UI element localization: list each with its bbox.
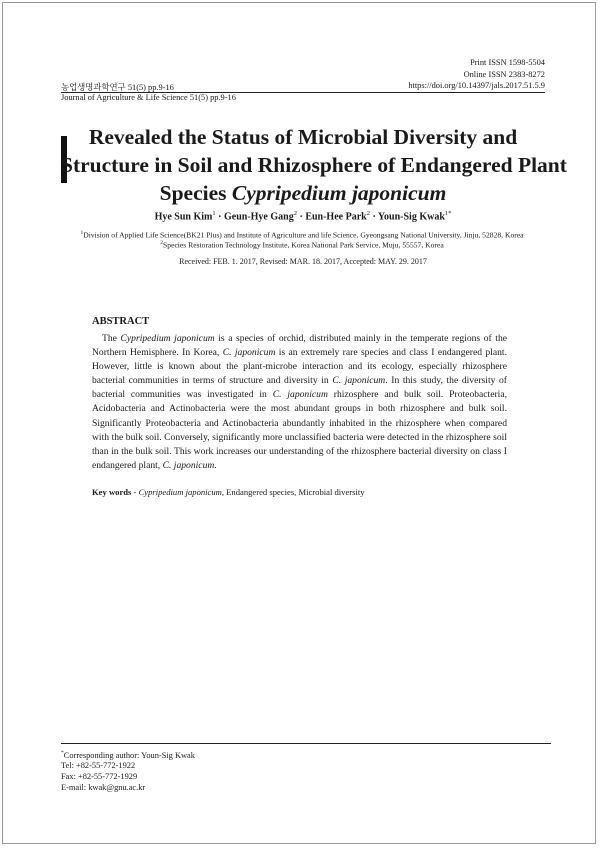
journal-english-citation: Journal of Agriculture & Life Science 51(5) pp.9-16: [61, 93, 236, 102]
doi-link[interactable]: https://doi.org/10.14397/jals.2017.51.5.9: [408, 81, 545, 90]
abstract-heading: ABSTRACT: [92, 316, 150, 327]
footnote-email[interactable]: E-mail: kwak@gnu.ac.kr: [61, 782, 146, 792]
paper-title: [61, 123, 567, 207]
submission-dates: Received: FEB. 1. 2017, Revised: MAR. 18. 2017, Accepted: MAY. 29. 2017: [179, 257, 427, 266]
author-separator: ·: [215, 211, 224, 223]
footnote-divider: [61, 743, 551, 744]
title-line-1: Revealed the Status of Microbial Diversity and: [88, 125, 518, 149]
corresponding-author-footnote: [61, 748, 195, 793]
affiliation-text: Species Restoration Technology Institute, Korea National Park Service, Muju, 55557, Korea: [163, 240, 444, 250]
issn-block: [464, 57, 545, 80]
corresponding-author: [61, 748, 195, 761]
title-line-3-prefix: Species: [159, 181, 232, 205]
author-name: Youn-Sig Kwak: [377, 211, 445, 223]
affiliation-2: [52, 240, 552, 250]
abstract-species-name: C. japonicum: [332, 375, 386, 387]
keyword-species: Cypripedium japonicum,: [138, 487, 225, 497]
author-affiliation-mark: 1*: [444, 210, 452, 217]
affiliation-mark: 1: [80, 230, 84, 236]
abstract-text: .: [214, 459, 217, 471]
footnote-tel: Tel: +82-55-772-1922: [61, 761, 136, 771]
keywords-rest: Endangered species, Microbial diversity: [224, 487, 365, 497]
abstract-text: is an extremely rare species and class I endangered plant. However, little is known about the plant-microbe interaction and its ecology, especially rhizosphere bacterial communities in terms of structure and diversity in: [92, 347, 507, 387]
abstract-species-name: Cypripedium japonicum: [120, 333, 215, 344]
print-issn: Print ISSN 1598-5504: [470, 58, 545, 67]
abstract-species-name: C. japonicum: [162, 459, 215, 471]
affiliation-text: Division of Applied Life Science(BK21 Plus) and Institute of Agriculture and life Science, Gyeongsang National University, Jinju, 52828, Korea: [83, 230, 524, 240]
footnote-mark: *: [61, 750, 64, 756]
abstract-species-name: C. japonicum: [272, 389, 328, 401]
title-line-3: [61, 179, 545, 207]
author-affiliation-mark: 2: [366, 210, 370, 217]
title-line-2: Structure in Soil and Rhizosphere of Endangered Plant: [61, 153, 567, 177]
affiliation-mark: 2: [160, 240, 164, 246]
keywords-label: Key words: [92, 487, 132, 497]
title-species-name: Cypripedium japonicum: [231, 181, 447, 205]
abstract-text: is a species of orchid, distributed mainly in the temperate regions of the Northern Hemisphere. In Korea,: [92, 333, 507, 359]
abstract-text: The: [102, 333, 121, 344]
author-affiliation-mark: 1: [212, 210, 216, 217]
author-name: Geun-Hye Gang: [223, 211, 294, 223]
author-name: Eun-Hee Park: [305, 211, 367, 223]
footnote-fax: Fax: +82-55-772-1929: [61, 771, 138, 781]
author-separator: ·: [296, 211, 306, 223]
author-separator: ·: [369, 211, 378, 223]
abstract-text: . In this study, the diversity of bacterial communities was investigated in: [92, 375, 508, 401]
author-list: [61, 210, 545, 222]
author-name: Hye Sun Kim: [154, 211, 213, 223]
journal-korean-citation: 농업생명과학연구 51(5) pp.9-16: [61, 83, 174, 92]
online-issn: Online ISSN 2383-8272: [463, 69, 545, 79]
abstract-text: rhizosphere and bulk soil. Proteobacteria, Acidobacteria and Actinobacteria were the most abundant groups in both rhizosphere and bulk soil. Significantly Proteobacteria and Actinobacteria abundantly inhabited in the rhizosphere when compared with the bulk soil. Conversely, significantly more unclassified bacteria were detected in the rhizosphere soil than in the bulk soil. This work increases our understanding of the rhizosphere bacterial diversity on class I endangered plant,: [92, 389, 507, 471]
keywords-line: [92, 487, 365, 497]
abstract-body: [92, 332, 507, 473]
abstract-species-name: C. japonicum: [222, 347, 276, 359]
corresponding-author-text: Corresponding author: Youn-Sig Kwak: [63, 750, 195, 760]
affiliation-1: [52, 230, 552, 240]
author-affiliation-mark: 2: [293, 210, 297, 217]
keywords-dash: -: [131, 487, 139, 497]
